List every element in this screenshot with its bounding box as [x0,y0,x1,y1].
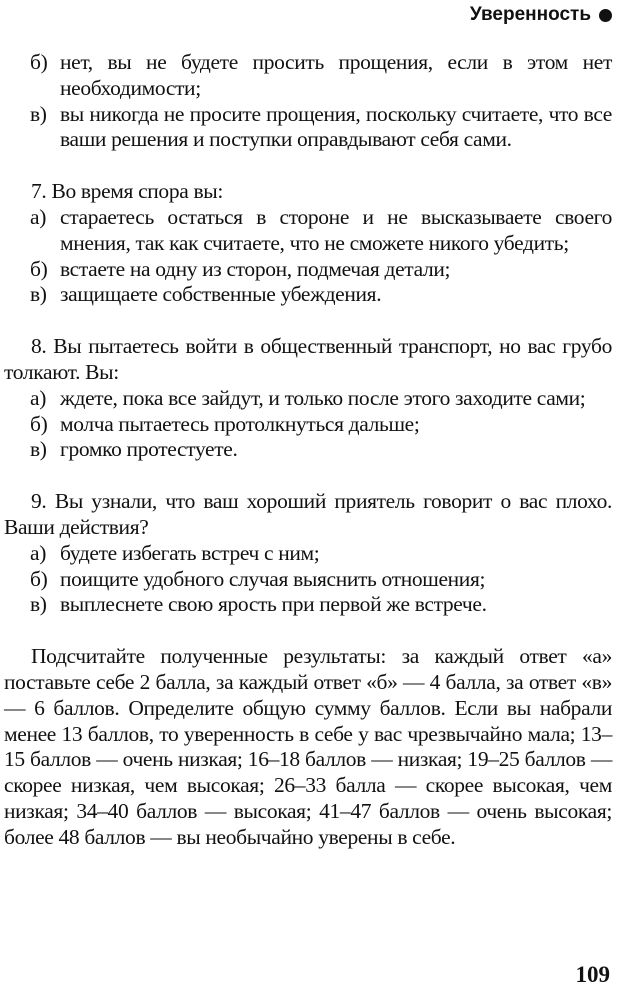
option-letter: в) [30,282,47,307]
option-letter: а) [30,385,47,410]
option-letter: а) [30,540,47,565]
option-text: стараетесь остаться в стороне и не высказываете своего мнения, так как считаете, что не сможете никого убедить; [60,204,612,255]
option-text: нет, вы не будете просить прощения, если в этом нет необходимости; [60,50,612,100]
option-text: вы никогда не просите прощения, поскольку считаете, что все ваши решения и поступки оправдывают себя сами. [60,101,612,152]
option-text: молча пытаетесь протолкнуться дальше; [60,411,420,436]
option-9a [4,541,612,567]
option-letter: в) [30,101,47,126]
option-text: ждете, пока все зайдут, и только после этого заходите сами; [60,385,586,410]
option-text: будете избегать встреч с ним; [60,540,320,565]
scoring-paragraph: Подсчитайте полученные результаты: за каждый ответ «а» поставьте себе 2 балла, за каждый ответ «б» — 4 балла, за ответ «в» — 6 баллов. Определите общую сумму баллов. Если вы набрали менее 13 баллов, то уверенность в себе у вас чрезвычайно мала; 13–15 баллов — очень низкая; 16–18 баллов — низкая; 19–25 баллов — скорее низкая, чем высокая; 26–33 балла — скорее высокая, чем низкая; 34–40 баллов — высокая; 41–47 баллов — очень высокая; более 48 баллов — вы необычайно уверены в себе. [4,644,612,849]
option-8a [4,386,612,412]
question-7: 7. Во время спора вы: [31,179,223,204]
option-letter: б) [30,256,48,281]
option-8b [4,412,612,438]
question-9: 9. Вы узнали, что ваш хороший приятель говорит о вас плохо. Ваши действия? [4,489,612,539]
option-letter: б) [30,50,48,74]
option-7a [4,205,612,257]
header-title: Уверенность [469,4,591,25]
option-text: громко протестуете. [60,437,238,462]
option-9b [4,567,612,593]
bullet-dot-icon [599,9,612,22]
option-letter: в) [30,592,47,617]
option-letter: б) [30,566,48,591]
option-letter: б) [30,411,48,436]
option-6b [4,50,612,102]
option-9v [4,592,612,618]
option-text: выплеснете свою ярость при первой же встрече. [60,592,487,617]
option-6v [4,102,612,154]
page-number: 109 [575,962,610,987]
option-letter: в) [30,437,47,462]
option-7b [4,257,612,283]
running-header [470,4,612,26]
option-8v [4,437,612,463]
question-8: 8. Вы пытаетесь войти в общественный транспорт, но вас грубо толкают. Вы: [4,334,612,384]
option-letter: а) [30,204,47,229]
page-body [4,50,612,851]
option-7v [4,282,612,308]
option-text: поищите удобного случая выяснить отношения; [60,566,486,591]
option-text: встаете на одну из сторон, подмечая детали; [60,256,451,281]
option-text: защищаете собственные убеждения. [60,282,382,307]
